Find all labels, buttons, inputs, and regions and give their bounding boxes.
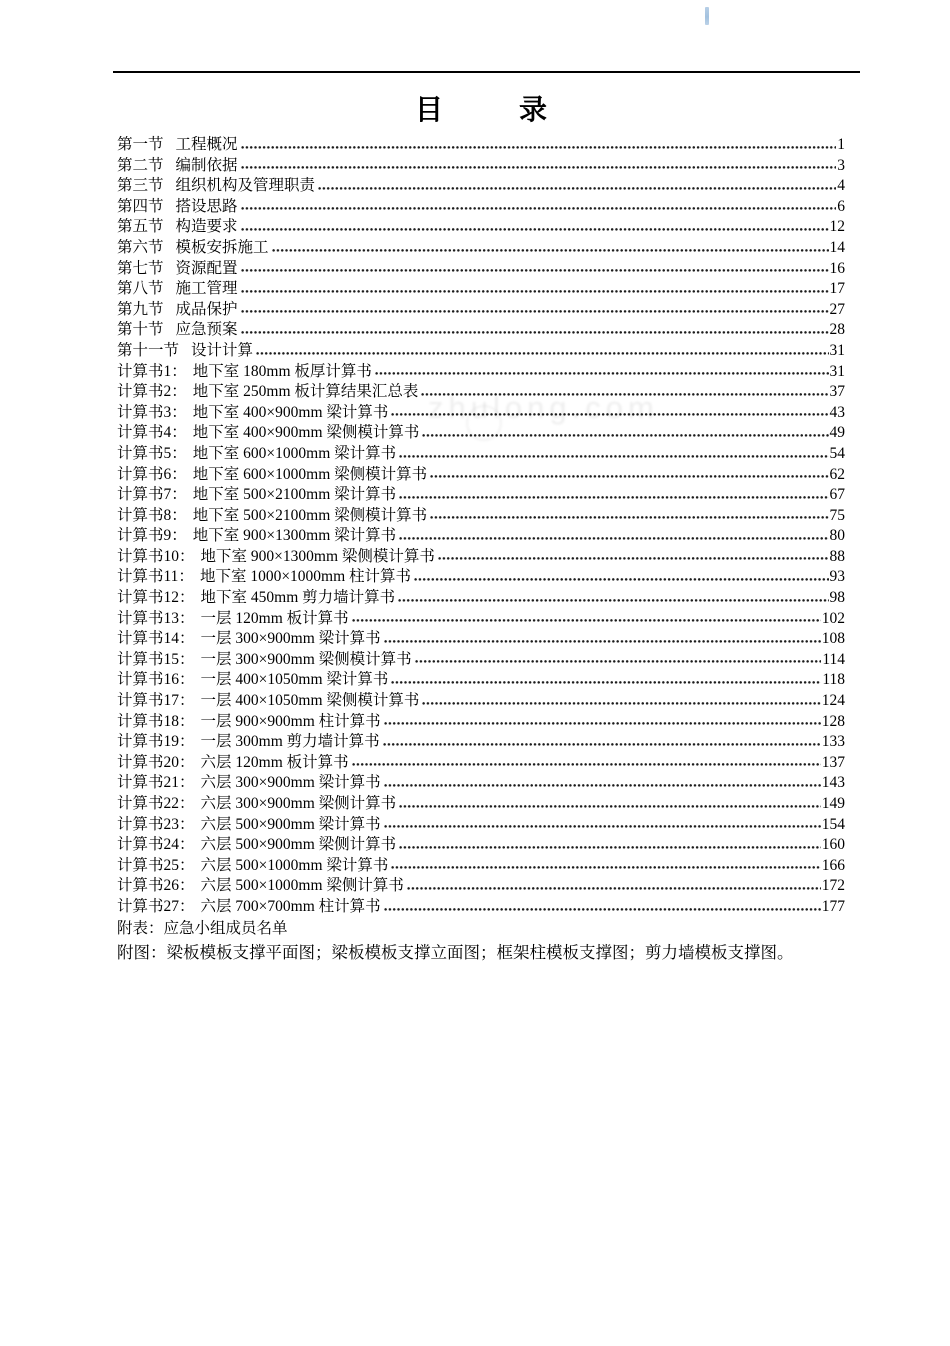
toc-entry-page: 166 — [821, 856, 845, 874]
toc-entry-title: 六层 300×900mm 梁计算书 — [200, 774, 381, 792]
toc-entry-page: 128 — [821, 712, 845, 730]
dotted-leader — [272, 248, 829, 253]
toc-entry[interactable] — [117, 832, 845, 853]
toc-entry-number: 第三节 — [117, 177, 164, 195]
toc-entry-title: 一层 300×900mm 梁计算书 — [200, 630, 381, 648]
toc-entry-page: 62 — [829, 465, 845, 483]
toc-entry-title: 六层 700×700mm 柱计算书 — [200, 897, 381, 915]
toc-entry[interactable] — [117, 647, 845, 668]
toc-entry-number: 计算书24： — [117, 836, 195, 854]
toc-entry-page: 114 — [822, 650, 845, 668]
toc-entry-title: 地下室 1000×1000mm 柱计算书 — [199, 568, 412, 586]
toc-entry-number: 第十一节 — [117, 341, 180, 359]
toc-entry-number: 计算书18： — [117, 712, 195, 730]
dotted-leader — [241, 227, 829, 232]
toc-entry-title: 地下室 400×900mm 梁计算书 — [192, 403, 389, 421]
toc-entry-page: 17 — [829, 280, 845, 298]
toc-entry-title: 地下室 900×1300mm 梁计算书 — [192, 527, 397, 545]
toc-entry[interactable] — [117, 564, 845, 585]
toc-entry[interactable] — [117, 235, 845, 256]
dotted-leader — [391, 680, 821, 685]
toc-entry-title: 六层 500×1000mm 梁计算书 — [200, 856, 389, 874]
toc-entry[interactable] — [117, 812, 845, 833]
toc-entry-page: 1 — [837, 136, 845, 153]
toc-entry-page: 108 — [821, 630, 845, 648]
toc-entry-title: 地下室 900×1300mm 梁侧模计算书 — [200, 547, 435, 565]
dotted-leader — [415, 659, 822, 664]
toc-entry-page: 54 — [829, 444, 845, 462]
dotted-leader — [384, 639, 821, 644]
toc-entry-page: 172 — [821, 877, 845, 895]
toc-entry[interactable] — [117, 729, 845, 750]
toc-entry-title: 地下室 600×1000mm 梁计算书 — [192, 444, 397, 462]
toc-entry-number: 第五节 — [117, 218, 164, 236]
toc-entry-page: 75 — [829, 506, 845, 524]
toc-entry-page: 16 — [829, 259, 845, 277]
dotted-leader — [407, 886, 821, 891]
toc-entry-page: 124 — [821, 692, 845, 710]
watermark: zhulong.com — [428, 390, 659, 425]
toc-entry[interactable] — [117, 544, 845, 565]
dotted-leader — [241, 165, 837, 170]
toc-entry[interactable] — [117, 379, 845, 400]
dotted-leader — [241, 289, 829, 294]
dotted-leader — [384, 783, 821, 788]
toc-entry[interactable] — [117, 770, 845, 791]
toc-entry-number: 计算书19： — [117, 733, 195, 751]
dotted-leader — [438, 556, 829, 561]
toc-entry-number: 计算书15： — [117, 650, 195, 668]
toc-entry-number: 计算书20： — [117, 753, 195, 771]
toc-entry[interactable] — [117, 173, 845, 194]
toc-entry-page: 98 — [829, 589, 845, 607]
toc-entry-page: 28 — [829, 321, 845, 339]
toc-entry[interactable] — [117, 709, 845, 730]
dotted-leader — [384, 824, 821, 829]
toc-entry-page: 137 — [821, 753, 845, 771]
dotted-leader — [399, 495, 828, 500]
toc-entry-page: 93 — [829, 568, 845, 586]
dotted-leader — [241, 268, 829, 273]
toc-entry-title: 六层 500×1000mm 梁侧计算书 — [200, 877, 404, 895]
toc-entry[interactable] — [117, 873, 845, 894]
toc-entry-number: 计算书14： — [117, 630, 195, 648]
toc-entry-title: 六层 300×900mm 梁侧计算书 — [200, 795, 397, 812]
dotted-leader — [352, 618, 821, 623]
dotted-leader — [318, 186, 836, 191]
toc-entry-title: 应急预案 — [175, 321, 238, 339]
toc-entry-number: 计算书13： — [117, 609, 195, 627]
toc-entry[interactable] — [117, 688, 845, 709]
toc-entry[interactable] — [117, 276, 845, 297]
toc-entry-number: 计算书26： — [117, 877, 195, 895]
appendix-figure-note: 附图：梁板模板支撑平面图；梁板模板支撑立面图；框架柱模板支撑图；剪力墙模板支撑图。 — [117, 942, 794, 962]
toc-entry-title: 资源配置 — [175, 259, 238, 277]
dotted-leader — [375, 371, 829, 376]
toc-entry-number: 第七节 — [117, 259, 164, 277]
toc-entry[interactable] — [117, 359, 845, 380]
toc-entry-number: 第六节 — [117, 238, 164, 256]
page-title — [117, 94, 845, 128]
toc-entry-page: 154 — [821, 815, 845, 833]
dotted-leader — [391, 865, 820, 870]
toc-entry[interactable] — [117, 750, 845, 771]
toc-entry-page: 149 — [821, 795, 845, 812]
dotted-leader — [383, 742, 821, 747]
toc-entry-number: 第一节 — [117, 136, 164, 153]
toc-entry-number: 第八节 — [117, 280, 164, 298]
dotted-leader — [391, 412, 828, 417]
toc-entry-number: 第十节 — [117, 321, 164, 339]
toc-entry-number: 第四节 — [117, 197, 164, 215]
toc-entry-number: 计算书3： — [117, 403, 187, 421]
dotted-leader — [422, 701, 820, 706]
toc-entry-title: 一层 400×1050mm 梁计算书 — [200, 671, 389, 689]
toc-entry-number: 计算书7： — [117, 486, 187, 504]
toc-entry-number: 计算书17： — [117, 692, 195, 710]
toc-entry-number: 计算书10： — [117, 547, 195, 565]
toc-entry-title: 模板安拆施工 — [175, 238, 269, 256]
dotted-leader — [384, 721, 821, 726]
toc-entry-title: 地下室 400×900mm 梁侧模计算书 — [192, 424, 420, 442]
toc-entry-number: 计算书23： — [117, 815, 195, 833]
toc-entry[interactable] — [117, 132, 845, 153]
toc-entry-title: 一层 900×900mm 柱计算书 — [200, 712, 381, 730]
dotted-leader — [384, 907, 821, 912]
toc-entry-number: 计算书9： — [117, 527, 187, 545]
dotted-leader — [241, 145, 837, 150]
toc-entry[interactable] — [117, 194, 845, 215]
toc-entry-page: 177 — [821, 897, 845, 915]
header-rule — [113, 71, 860, 73]
toc-list — [117, 132, 845, 915]
toc-entry-number: 计算书4： — [117, 424, 187, 442]
toc-entry-number: 计算书5： — [117, 444, 187, 462]
toc-entry-page: 27 — [829, 300, 845, 318]
toc-entry[interactable] — [117, 523, 845, 544]
appendix — [117, 918, 845, 965]
toc-entry-page: 6 — [837, 197, 845, 215]
toc-entry-number: 第九节 — [117, 300, 164, 318]
toc-entry-title: 六层 500×900mm 梁计算书 — [200, 815, 381, 833]
toc-entry-page: 88 — [829, 547, 845, 565]
page-title-text: 目录 — [414, 95, 623, 126]
toc-entry[interactable] — [117, 626, 845, 647]
toc-entry[interactable] — [117, 894, 845, 915]
toc-entry[interactable] — [117, 585, 845, 606]
toc-entry-page: 160 — [821, 836, 845, 854]
text-caret-mark — [705, 7, 709, 25]
dotted-leader — [398, 598, 828, 603]
toc-entry-number: 计算书25： — [117, 856, 195, 874]
appendix-table-note: 附表：应急小组成员名单 — [117, 919, 288, 937]
toc-entry[interactable] — [117, 297, 845, 318]
toc-entry-title: 组织机构及管理职责 — [175, 177, 316, 195]
dotted-leader — [430, 515, 828, 520]
toc-entry-title: 六层 500×900mm 梁侧计算书 — [200, 836, 397, 854]
toc-entry-number: 计算书6： — [117, 465, 187, 483]
toc-entry[interactable] — [117, 667, 845, 688]
toc-entry[interactable] — [117, 441, 845, 462]
toc-entry-page: 67 — [829, 486, 845, 504]
toc-entry-title: 地下室 600×1000mm 梁侧模计算书 — [192, 465, 428, 483]
toc-entry-page: 102 — [821, 609, 845, 627]
toc-entry[interactable] — [117, 503, 845, 524]
toc-entry-title: 地下室 500×2100mm 梁侧模计算书 — [192, 506, 428, 524]
toc-entry-page: 12 — [829, 218, 845, 236]
dotted-leader — [352, 762, 821, 767]
toc-entry[interactable] — [117, 256, 845, 277]
toc-entry-title: 设计计算 — [191, 341, 254, 359]
toc-entry-page: 43 — [829, 403, 845, 421]
dotted-leader — [399, 454, 828, 459]
dotted-leader — [399, 845, 821, 850]
toc-page — [117, 94, 845, 965]
toc-entry-number: 计算书21： — [117, 774, 195, 792]
toc-entry-page: 143 — [821, 774, 845, 792]
toc-entry[interactable] — [117, 791, 845, 812]
dotted-leader — [399, 804, 821, 809]
toc-entry[interactable] — [117, 153, 845, 174]
toc-entry-title: 成品保护 — [175, 300, 238, 318]
toc-entry-title: 搭设思路 — [175, 197, 238, 215]
dotted-leader — [241, 309, 829, 314]
toc-entry-page: 80 — [829, 527, 845, 545]
dotted-leader — [241, 206, 837, 211]
toc-entry[interactable] — [117, 317, 845, 338]
toc-entry[interactable] — [117, 482, 845, 503]
toc-entry-number: 计算书2： — [117, 383, 187, 401]
toc-entry-page: 118 — [822, 671, 845, 689]
toc-entry-page: 14 — [829, 238, 845, 256]
toc-entry-title: 一层 300×900mm 梁侧模计算书 — [200, 650, 412, 668]
toc-entry[interactable] — [117, 606, 845, 627]
toc-entry-number: 计算书11： — [117, 568, 194, 586]
dotted-leader — [422, 433, 828, 438]
toc-entry-title: 地下室 450mm 剪力墙计算书 — [200, 589, 396, 607]
toc-entry-title: 一层 120mm 板计算书 — [200, 609, 349, 627]
dotted-leader — [414, 577, 828, 582]
dotted-leader — [256, 351, 828, 356]
toc-entry-title: 一层 400×1050mm 梁侧模计算书 — [200, 692, 420, 710]
toc-entry-title: 地下室 250mm 板计算结果汇总表 — [192, 383, 419, 401]
toc-entry-page: 3 — [837, 156, 845, 174]
dotted-leader — [421, 392, 828, 397]
toc-entry-number: 计算书16： — [117, 671, 195, 689]
toc-entry-page: 133 — [821, 733, 845, 751]
toc-entry[interactable] — [117, 420, 845, 441]
toc-entry-title: 一层 300mm 剪力墙计算书 — [200, 733, 380, 751]
toc-entry-number: 计算书27： — [117, 897, 195, 915]
toc-entry-title: 地下室 180mm 板厚计算书 — [192, 362, 372, 380]
toc-entry[interactable] — [117, 338, 845, 359]
dotted-leader — [241, 330, 829, 335]
toc-entry-page: 49 — [829, 424, 845, 442]
toc-entry-page: 31 — [829, 341, 845, 359]
dotted-leader — [399, 536, 828, 541]
toc-entry-number: 计算书12： — [117, 589, 195, 607]
toc-entry-title: 构造要求 — [175, 218, 238, 236]
toc-entry-number: 计算书22： — [117, 795, 195, 812]
toc-entry[interactable] — [117, 853, 845, 874]
toc-entry[interactable] — [117, 214, 845, 235]
toc-entry[interactable] — [117, 400, 845, 421]
dotted-leader — [430, 474, 828, 479]
toc-entry-number: 计算书1： — [117, 362, 187, 380]
toc-entry[interactable] — [117, 462, 845, 483]
toc-entry-page: 37 — [829, 383, 845, 401]
toc-entry-title: 地下室 500×2100mm 梁计算书 — [192, 486, 397, 504]
toc-entry-number: 第二节 — [117, 156, 164, 174]
toc-entry-page: 31 — [829, 362, 845, 380]
toc-entry-number: 计算书8： — [117, 506, 187, 524]
toc-entry-title: 六层 120mm 板计算书 — [200, 753, 349, 771]
toc-entry-page: 4 — [837, 177, 845, 195]
toc-entry-title: 工程概况 — [175, 136, 238, 153]
toc-entry-title: 施工管理 — [175, 280, 238, 298]
toc-entry-title: 编制依据 — [175, 156, 238, 174]
